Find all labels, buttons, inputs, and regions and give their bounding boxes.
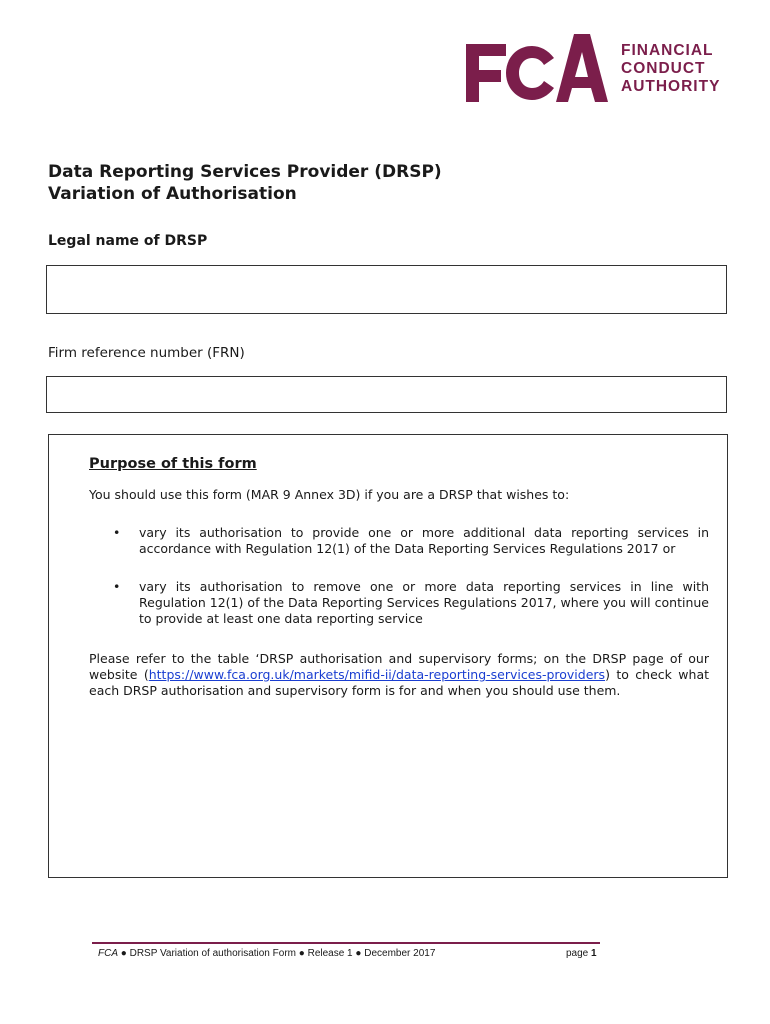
bullet-text: vary its authorisation to provide one or more additional data reporting services in accordance with Regulation 12(1) of the Data Reporting Services Regulations 2017 or [139, 525, 709, 556]
footer-separator-icon: ● [120, 948, 127, 959]
logo-line-financial: FINANCIAL [621, 42, 714, 59]
purpose-heading: Purpose of this form [89, 456, 257, 472]
logo-wordmark [621, 42, 720, 96]
page-number-value: 1 [591, 948, 597, 959]
legal-name-label: Legal name of DRSP [48, 233, 208, 249]
footer-release: Release 1 [307, 948, 353, 959]
refer-text-after: ) to check what each DRSP authorisation and supervisory form is for and when you should use them. [89, 667, 710, 698]
title-line-2: Variation of Authorisation [48, 184, 297, 204]
frn-field[interactable] [46, 376, 727, 413]
footer-separator-icon: ● [298, 948, 305, 959]
title-line-1: Data Reporting Services Provider (DRSP) [48, 162, 442, 182]
list-item [89, 525, 709, 557]
footer-org: FCA [98, 948, 118, 959]
footer [98, 948, 435, 959]
bullet-icon: • [113, 579, 121, 594]
page-number [566, 948, 597, 959]
page-title [48, 161, 442, 205]
footer-form-name: DRSP Variation of authorisation Form [129, 948, 296, 959]
purpose-panel [48, 434, 728, 878]
purpose-bullet-list [89, 525, 709, 649]
purpose-intro: You should use this form (MAR 9 Annex 3D) if you are a DRSP that wishes to: [89, 487, 570, 502]
fca-logo [456, 32, 721, 110]
page-label: page [566, 948, 589, 959]
refer-text-before: Please refer to the table ‘DRSP authorisation and supervisory forms; on the DRSP page of our website ( [89, 651, 709, 682]
logo-line-authority: AUTHORITY [621, 78, 721, 95]
logo-line-conduct: CONDUCT [621, 60, 706, 77]
frn-label: Firm reference number (FRN) [48, 345, 245, 361]
purpose-refer-paragraph [89, 651, 709, 699]
bullet-text: vary its authorisation to remove one or more data reporting services in line with Regulation 12(1) of the Data Reporting Services Regulations 2017, where you will continue to provide at least one data reporting service [139, 579, 709, 626]
fca-logo-mark [456, 32, 612, 110]
footer-separator-icon: ● [355, 948, 362, 959]
footer-date: December 2017 [364, 948, 436, 959]
footer-divider [92, 942, 600, 944]
legal-name-field[interactable] [46, 265, 727, 314]
drsp-page-link[interactable]: https://www.fca.org.uk/markets/mifid-ii/data-reporting-services-providers [148, 667, 606, 682]
bullet-icon: • [113, 525, 121, 540]
list-item [89, 579, 709, 627]
